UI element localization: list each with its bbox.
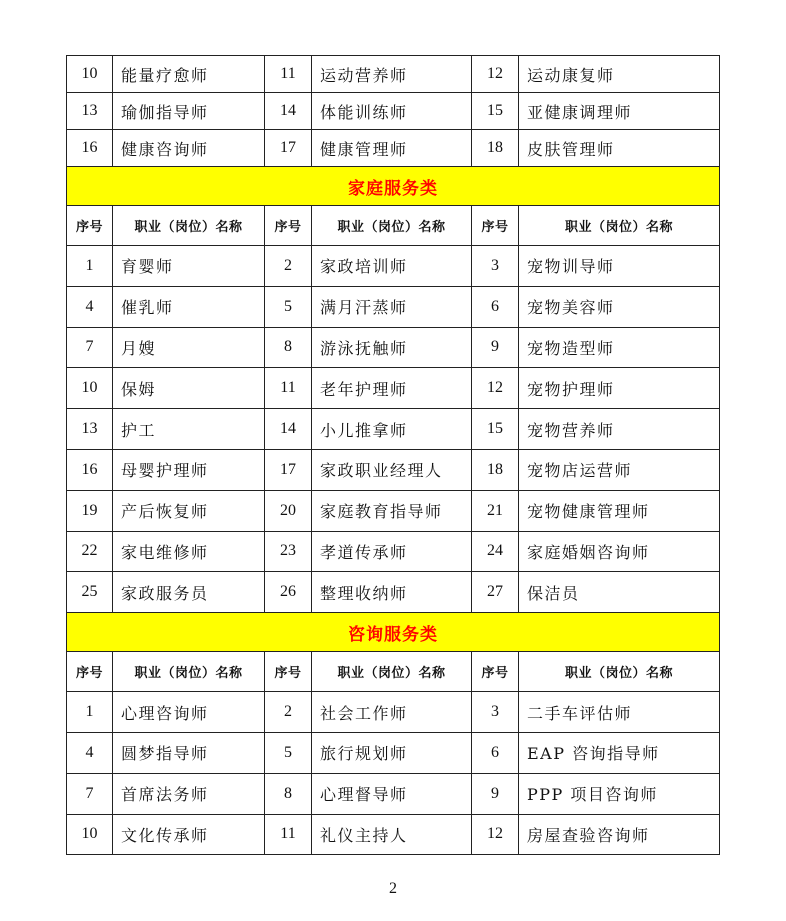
serial-number-cell: 3 xyxy=(472,692,519,733)
occupation-name-cell: PPP 项目咨询师 xyxy=(519,773,720,814)
serial-number-cell: 16 xyxy=(67,130,113,167)
serial-number-cell: 22 xyxy=(67,531,113,572)
table-row xyxy=(67,814,720,855)
occupation-name-cell: 母婴护理师 xyxy=(113,449,265,490)
occupation-name-cell: 宠物店运营师 xyxy=(519,449,720,490)
table-row xyxy=(67,449,720,490)
serial-number-header: 序号 xyxy=(472,206,519,246)
occupation-name-cell: 家政职业经理人 xyxy=(312,449,472,490)
serial-number-cell: 9 xyxy=(472,327,519,368)
serial-number-cell: 21 xyxy=(472,490,519,531)
serial-number-cell: 11 xyxy=(265,56,312,93)
serial-number-header: 序号 xyxy=(265,652,312,692)
serial-number-header: 序号 xyxy=(265,206,312,246)
occupation-name-cell: 心理督导师 xyxy=(312,773,472,814)
table-row xyxy=(67,490,720,531)
occupation-name-cell: 宠物营养师 xyxy=(519,409,720,450)
serial-number-cell: 11 xyxy=(265,368,312,409)
table-row xyxy=(67,692,720,733)
column-header-row xyxy=(67,206,720,246)
serial-number-cell: 6 xyxy=(472,286,519,327)
occupation-name-cell: 家政服务员 xyxy=(113,572,265,613)
serial-number-cell: 10 xyxy=(67,368,113,409)
occupation-name-cell: 家庭教育指导师 xyxy=(312,490,472,531)
occupation-name-cell: 旅行规划师 xyxy=(312,732,472,773)
serial-number-cell: 7 xyxy=(67,773,113,814)
occupation-name-header: 职业（岗位）名称 xyxy=(312,652,472,692)
occupation-name-cell: 社会工作师 xyxy=(312,692,472,733)
category-title: 咨询服务类 xyxy=(67,613,720,652)
serial-number-cell: 26 xyxy=(265,572,312,613)
serial-number-cell: 12 xyxy=(472,368,519,409)
category-title: 家庭服务类 xyxy=(67,167,720,206)
serial-number-cell: 4 xyxy=(67,286,113,327)
table-row xyxy=(67,572,720,613)
serial-number-cell: 13 xyxy=(67,409,113,450)
occupation-name-cell: 护工 xyxy=(113,409,265,450)
serial-number-cell: 3 xyxy=(472,246,519,287)
serial-number-cell: 24 xyxy=(472,531,519,572)
serial-number-cell: 12 xyxy=(472,56,519,93)
occupation-name-cell: 房屋查验咨询师 xyxy=(519,814,720,855)
serial-number-cell: 9 xyxy=(472,773,519,814)
serial-number-cell: 1 xyxy=(67,692,113,733)
occupation-name-cell: 小儿推拿师 xyxy=(312,409,472,450)
occupation-name-cell: 家庭婚姻咨询师 xyxy=(519,531,720,572)
serial-number-cell: 17 xyxy=(265,130,312,167)
serial-number-cell: 4 xyxy=(67,732,113,773)
occupation-name-cell: 能量疗愈师 xyxy=(113,56,265,93)
occupation-name-cell: 圆梦指导师 xyxy=(113,732,265,773)
occupation-name-cell: 宠物美容师 xyxy=(519,286,720,327)
serial-number-cell: 5 xyxy=(265,286,312,327)
table-row xyxy=(67,531,720,572)
serial-number-cell: 11 xyxy=(265,814,312,855)
occupation-name-cell: 游泳抚触师 xyxy=(312,327,472,368)
occupation-name-cell: EAP 咨询指导师 xyxy=(519,732,720,773)
occupation-name-cell: 保洁员 xyxy=(519,572,720,613)
occupation-name-cell: 家电维修师 xyxy=(113,531,265,572)
occupation-name-header: 职业（岗位）名称 xyxy=(113,652,265,692)
serial-number-cell: 15 xyxy=(472,409,519,450)
table-row xyxy=(67,130,720,167)
occupation-name-cell: 健康咨询师 xyxy=(113,130,265,167)
column-header-row xyxy=(67,652,720,692)
occupation-name-cell: 满月汗蒸师 xyxy=(312,286,472,327)
occupation-name-cell: 月嫂 xyxy=(113,327,265,368)
serial-number-cell: 6 xyxy=(472,732,519,773)
serial-number-cell: 19 xyxy=(67,490,113,531)
table-row xyxy=(67,246,720,287)
occupation-name-cell: 产后恢复师 xyxy=(113,490,265,531)
category-row xyxy=(67,613,720,652)
serial-number-cell: 10 xyxy=(67,814,113,855)
occupation-name-cell: 瑜伽指导师 xyxy=(113,93,265,130)
occupation-name-cell: 孝道传承师 xyxy=(312,531,472,572)
table-row xyxy=(67,93,720,130)
table-row xyxy=(67,327,720,368)
serial-number-cell: 27 xyxy=(472,572,519,613)
occupation-name-cell: 礼仪主持人 xyxy=(312,814,472,855)
occupation-name-cell: 家政培训师 xyxy=(312,246,472,287)
serial-number-header: 序号 xyxy=(67,206,113,246)
occupation-name-cell: 体能训练师 xyxy=(312,93,472,130)
serial-number-cell: 8 xyxy=(265,773,312,814)
serial-number-cell: 2 xyxy=(265,692,312,733)
serial-number-header: 序号 xyxy=(472,652,519,692)
serial-number-cell: 5 xyxy=(265,732,312,773)
occupation-name-cell: 文化传承师 xyxy=(113,814,265,855)
occupation-name-cell: 保姆 xyxy=(113,368,265,409)
serial-number-cell: 17 xyxy=(265,449,312,490)
occupation-name-cell: 二手车评估师 xyxy=(519,692,720,733)
occupation-name-header: 职业（岗位）名称 xyxy=(113,206,265,246)
occupation-name-cell: 催乳师 xyxy=(113,286,265,327)
serial-number-cell: 2 xyxy=(265,246,312,287)
serial-number-cell: 20 xyxy=(265,490,312,531)
occupation-name-header: 职业（岗位）名称 xyxy=(519,652,720,692)
occupation-name-cell: 宠物护理师 xyxy=(519,368,720,409)
occupation-name-cell: 宠物健康管理师 xyxy=(519,490,720,531)
serial-number-header: 序号 xyxy=(67,652,113,692)
occupation-name-cell: 皮肤管理师 xyxy=(519,130,720,167)
occupation-name-cell: 育婴师 xyxy=(113,246,265,287)
table-row xyxy=(67,286,720,327)
occupation-name-cell: 宠物造型师 xyxy=(519,327,720,368)
table-row xyxy=(67,368,720,409)
serial-number-cell: 10 xyxy=(67,56,113,93)
serial-number-cell: 12 xyxy=(472,814,519,855)
category-row xyxy=(67,167,720,206)
occupation-name-cell: 亚健康调理师 xyxy=(519,93,720,130)
page-number: 2 xyxy=(389,880,397,897)
serial-number-cell: 18 xyxy=(472,130,519,167)
serial-number-cell: 7 xyxy=(67,327,113,368)
occupation-table-body xyxy=(67,56,720,855)
serial-number-cell: 1 xyxy=(67,246,113,287)
occupation-table xyxy=(66,55,720,855)
table-row xyxy=(67,409,720,450)
serial-number-cell: 16 xyxy=(67,449,113,490)
occupation-name-cell: 运动营养师 xyxy=(312,56,472,93)
occupation-name-header: 职业（岗位）名称 xyxy=(519,206,720,246)
serial-number-cell: 15 xyxy=(472,93,519,130)
occupation-name-cell: 整理收纳师 xyxy=(312,572,472,613)
occupation-name-cell: 心理咨询师 xyxy=(113,692,265,733)
occupation-name-cell: 首席法务师 xyxy=(113,773,265,814)
table-row xyxy=(67,732,720,773)
table-row xyxy=(67,56,720,93)
table-row xyxy=(67,773,720,814)
occupation-name-cell: 运动康复师 xyxy=(519,56,720,93)
serial-number-cell: 13 xyxy=(67,93,113,130)
occupation-name-cell: 健康管理师 xyxy=(312,130,472,167)
occupation-name-cell: 宠物训导师 xyxy=(519,246,720,287)
serial-number-cell: 14 xyxy=(265,409,312,450)
serial-number-cell: 23 xyxy=(265,531,312,572)
occupation-name-cell: 老年护理师 xyxy=(312,368,472,409)
serial-number-cell: 8 xyxy=(265,327,312,368)
serial-number-cell: 18 xyxy=(472,449,519,490)
occupation-name-header: 职业（岗位）名称 xyxy=(312,206,472,246)
serial-number-cell: 25 xyxy=(67,572,113,613)
serial-number-cell: 14 xyxy=(265,93,312,130)
